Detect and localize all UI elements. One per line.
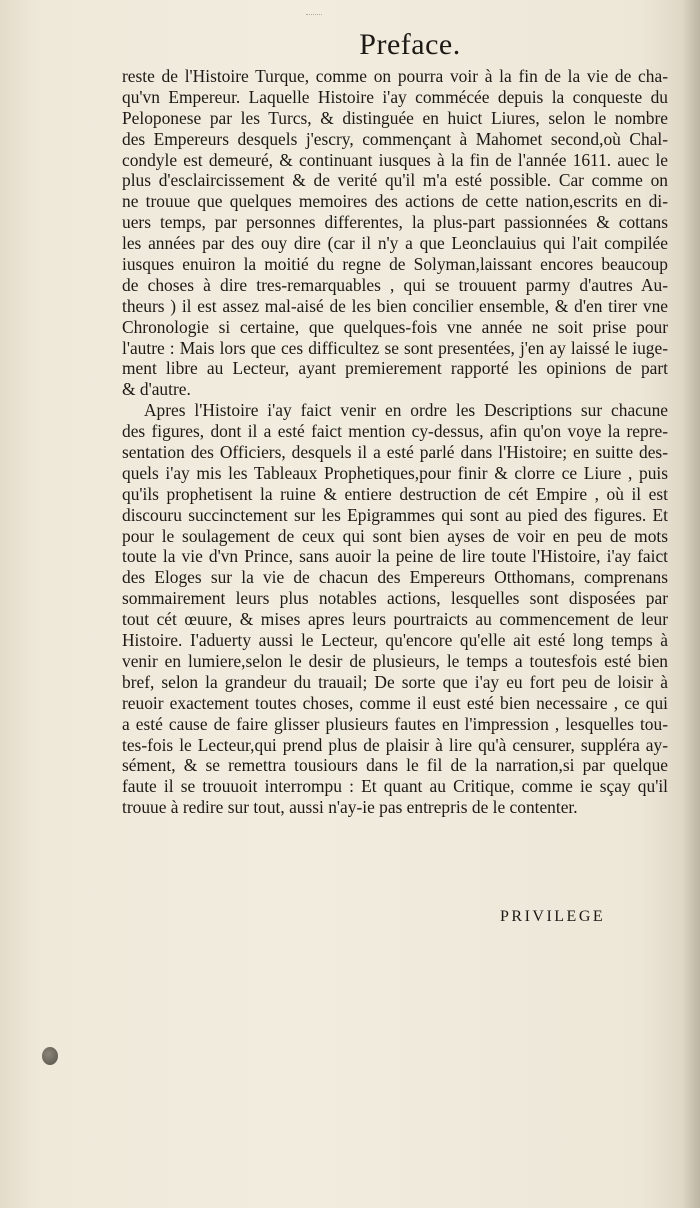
text-line: & d'autre. [122,379,191,400]
text-line: pour le soulagement de ceux qui sont bien ayses de voir en peu de mots [122,525,668,546]
text-line: a esté cause de faire glisser plusieurs fautes en l'impression , lesquelles tou- [122,713,668,734]
text-line: plus d'esclaircissement & de verité qu'il m'a esté possible. Car comme on [122,170,668,191]
text-line: trouue à redire sur tout, aussi n'ay-ie pas entrepris de le contenter. [122,797,578,818]
binding-hole-mark [42,1047,58,1065]
text-line: iusques enuiron la moitié du regne de Solyman,laissant encores beaucoup [122,254,668,275]
text-line: des Empereurs desquels j'escry, commençant à Mahomet second,où Chal- [122,128,668,149]
text-line: sommairement leurs plus notables actions, lesquelles sont disposées par [122,588,668,609]
text-line: reuoir exactement toutes choses, comme il eust esté bien necessaire , ce qui [122,692,668,713]
text-line: faute il se trouuoit interrompu : Et quant au Critique, comme ie sçay qu'il [122,776,668,797]
text-line: tes-fois le Lecteur,qui prend plus de plaisir à lire qu'à censurer, suppléra ay- [122,734,668,755]
text-line: sentation des Officiers, desquels il a esté parlé dans l'Histoire; en suitte des- [122,442,668,463]
text-line: des figures, dont il a esté faict mention cy-dessus, afin qu'on voye la repre- [122,421,668,442]
text-line: venir en lumiere,selon le desir de plusieurs, le temps a toutesfois esté bien [122,650,668,671]
text-line: sément, & se remettra tousiours dans le fil de la narration,si par quelque [122,755,668,776]
catchword: PRIVILEGE [500,908,606,925]
text-line: des Eloges sur la vie de chacun des Empereurs Otthomans, comprenans [122,567,668,588]
text-line: discouru succinctement sur les Epigrammes qui sont au pied des figures. Et [122,504,668,525]
text-line: de choses à dire tres-remarquables , qui se trouuent parmy d'autres Au- [122,274,668,295]
text-line: condyle est demeuré, & continuant iusques à la fin de l'année 1611. auec le [122,149,668,170]
text-line: Peloponese par les Turcs, & distinguée en huict Liures, selon le nombre [122,107,668,128]
text-line: uers temps, par personnes differentes, la plus-part passionnées & cottans [122,212,668,233]
text-line: bref, selon la grandeur du trauail; De sorte que i'ay eu fort peu de loisir à [122,671,668,692]
text-line: ment libre au Lecteur, ayant premierement rapporté les opinions de part [122,358,668,379]
text-line: theurs ) il est assez mal-aisé de les bien concilier ensemble, & d'en tirer vne [122,295,668,316]
printer-mark [306,14,322,21]
text-line: Histoire. I'aduerty aussi le Lecteur, qu'encore qu'elle ait esté long temps à [122,630,668,651]
text-line: tout cét œuure, & mises apres leurs pourtraicts au commencement de leur [122,609,668,630]
page-edge-shadow [682,0,700,1208]
text-line: Chronologie si certaine, que quelques-fois vne année ne soit prise pour [122,316,668,337]
preface-text [122,66,668,818]
show-through-text [118,830,538,890]
text-line: Apres l'Histoire i'ay faict venir en ordre les Descriptions sur chacune [144,400,668,421]
text-line: ne trouue que quelques memoires des actions de cette nation,escrits en di- [122,191,668,212]
text-line: qu'ils prophetisent la ruine & entiere destruction de cét Empire , où il est [122,483,668,504]
text-line: reste de l'Histoire Turque, comme on pourra voir à la fin de la vie de cha- [122,66,668,86]
running-title [0,28,700,62]
text-line: qu'vn Empereur. Laquelle Histoire i'ay commécée depuis la conqueste du [122,86,668,107]
text-line: quels i'ay mis les Tableaux Prophetiques,pour finir & clorre ce Liure , puis [122,462,668,483]
text-line: l'autre : Mais lors que ces difficultez se sont presentées, j'en ay laissé le iuge- [122,337,668,358]
running-title-text: Preface. [359,28,461,61]
text-line: toute la vie d'vn Prince, sans auoir la peine de lire toute l'Histoire, i'ay faict [122,546,668,567]
text-line: les années par des ouy dire (car il n'y a que Leonclauius qui l'ait compilée [122,233,668,254]
